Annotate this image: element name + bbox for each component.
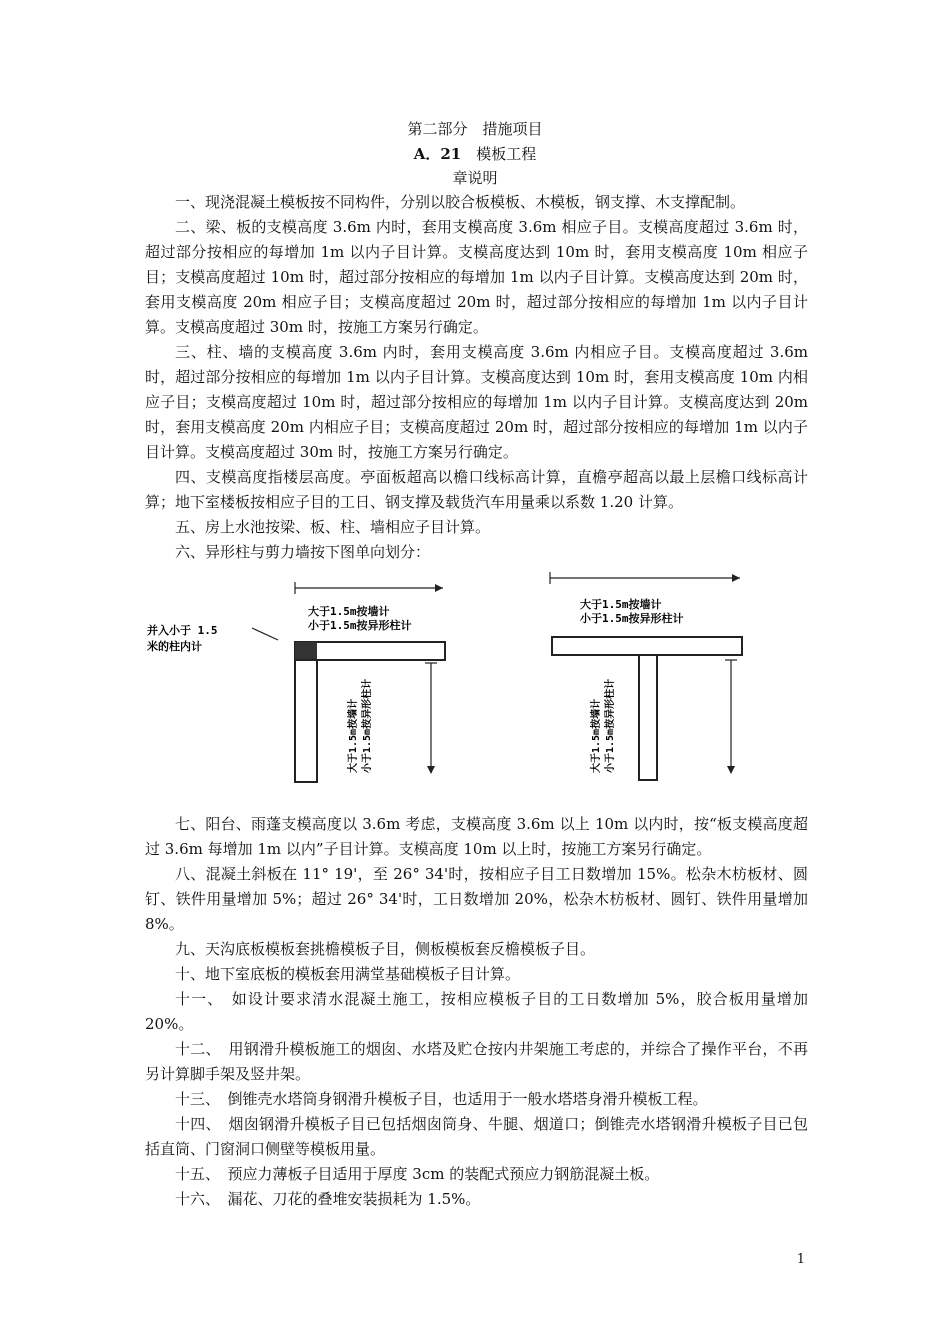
left-vert-label-1: 大于1.5m按墙计: [348, 698, 359, 773]
diagram-svg: [145, 568, 805, 793]
paragraph-7: 七、阳台、雨蓬支模高度以 3.6m 考虑，支模高度 3.6m 以上 10m 以内时，按“板支模高度超过 3.6m 每增加 1m 以内”子目计算。支模高度 10m 以上时，按施工方案另行确定。: [145, 815, 808, 858]
section-title: [0, 143, 950, 164]
chapter-note-heading: 章说明: [452, 169, 498, 187]
right-slab: [552, 637, 742, 655]
paragraph-9: 九、天沟底板模板套挑檐模板子目，侧板模板套反檐模板子目。: [175, 940, 596, 958]
paragraph-6: 六、异形柱与剪力墙按下图单向划分：: [175, 543, 431, 561]
paragraph-4: 四、支模高度指楼层高度。亭面板超高以檐口线标高计算，直檐亭超高以最上层檐口线标高计算；地下室楼板按相应子目的工日、钢支撑及载货汽车用量乘以系数 1.20 计算。: [145, 468, 808, 511]
paragraph-1: 一、现浇混凝土模板按不同构件，分别以胶合板模板、木模板，钢支撑、木支撑配制。: [175, 193, 746, 211]
section-name: 模板工程: [476, 145, 537, 163]
paragraph-12: 十二、 用钢滑升模板施工的烟囱、水塔及贮仓按内井架施工考虑的，并综合了操作平台，不再另计算脚手架及竖井架。: [145, 1040, 808, 1083]
paragraph-14: 十四、 烟囱钢滑升模板子目已包括烟囱筒身、牛腿、烟道口；倒锥壳水塔钢滑升模板子目已包括直筒、门窗洞口侧壁等模板用量。: [145, 1115, 808, 1158]
left-note-line2: 米的柱内计: [147, 640, 202, 653]
right-horiz-arrow: [732, 574, 740, 582]
paragraph-11: 十一、 如设计要求清水混凝土施工，按相应模板子目的工日数增加 5%，胶合板用量增加 20%。: [145, 990, 808, 1033]
paragraph-8: 八、混凝土斜板在 11° 19'，至 26° 34'时，按相应子目工日数增加 15%。松杂木枋板材、圆钉、铁件用量增加 5%；超过 26° 34'时，工日数增加 20%，松杂木枋板材、圆钉、铁件用量增加 8%。: [145, 865, 808, 933]
page-number: 1: [796, 1252, 805, 1267]
paragraph-5: 五、房上水池按梁、板、柱、墙相应子目计算。: [175, 518, 491, 536]
left-note-line1: 并入小于 1.5: [147, 624, 218, 637]
section-code: A．21: [413, 145, 462, 163]
paragraph-3: 三、柱、墙的支模高度 3.6m 内时，套用支模高度 3.6m 内相应子目。支模高度超过 3.6m 时，超过部分按相应的每增加 1m 以内子目计算。支模高度达到 10m 时，套用支模高度 10m 内相应子目；支模高度超过 10m 时，超过部分按相应的每增加 1m 以内子目计算。支模高度达到 20m 时，套用支模高度 20m 内相应子目；支模高度超过 20m 时，超过部分按相应的每增加 1m 以内子目计算。支模高度超过 30m 时，按施工方案另行确定。: [145, 343, 808, 461]
left-slab: [295, 642, 445, 660]
paragraph-15: 十五、 预应力薄板子目适用于厚度 3cm 的装配式预应力钢筋混凝土板。: [175, 1165, 660, 1183]
wall-column-diagram: [145, 568, 805, 793]
right-vert-label-1: 大于1.5m按墙计: [591, 698, 602, 773]
right-horiz-label-2: 小于1.5m按异形柱计: [580, 612, 684, 625]
left-vert-label-2: 小于1.5m按异形柱计: [362, 678, 373, 773]
right-vert-label-2: 小于1.5m按异形柱计: [605, 678, 616, 773]
paragraph-10: 十、地下室底板的模板套用满堂基础模板子目计算。: [175, 965, 521, 983]
note-leader-line: [252, 628, 278, 640]
paragraph-2: 二、梁、板的支模高度 3.6m 内时，套用支模高度 3.6m 相应子目。支模高度超过 3.6m 时，超过部分按相应的每增加 1m 以内子目计算。支模高度达到 10m 时，套用支模高度 10m 相应子目；支模高度超过 10m 时，超过部分按相应的每增加 1m 以内子目计算。支模高度达到 20m 时，套用支模高度 20m 相应子目；支模高度超过 20m 时，超过部分按相应的每增加 1m 以内子目计算。支模高度超过 30m 时，按施工方案另行确定。: [145, 218, 808, 336]
right-column: [639, 655, 657, 780]
paragraph-13: 十三、 倒锥壳水塔筒身钢滑升模板子目，也适用于一般水塔塔身滑升模板工程。: [175, 1090, 708, 1108]
right-vert-arrow: [727, 766, 735, 774]
paragraph-16: 十六、 漏花、刀花的叠堆安装损耗为 1.5%。: [175, 1190, 481, 1208]
left-horiz-label-1: 大于1.5m按墙计: [308, 605, 390, 618]
body-text-top: [145, 190, 808, 565]
part-title: 第二部分 措施项目: [407, 120, 543, 138]
left-corner-block: [295, 642, 317, 660]
left-horiz-arrow: [435, 584, 443, 592]
body-text-bottom: [145, 812, 808, 1212]
left-vert-arrow: [427, 766, 435, 774]
left-column: [295, 660, 317, 782]
right-horiz-label-1: 大于1.5m按墙计: [580, 598, 662, 611]
left-horiz-label-2: 小于1.5m按异形柱计: [308, 619, 412, 632]
